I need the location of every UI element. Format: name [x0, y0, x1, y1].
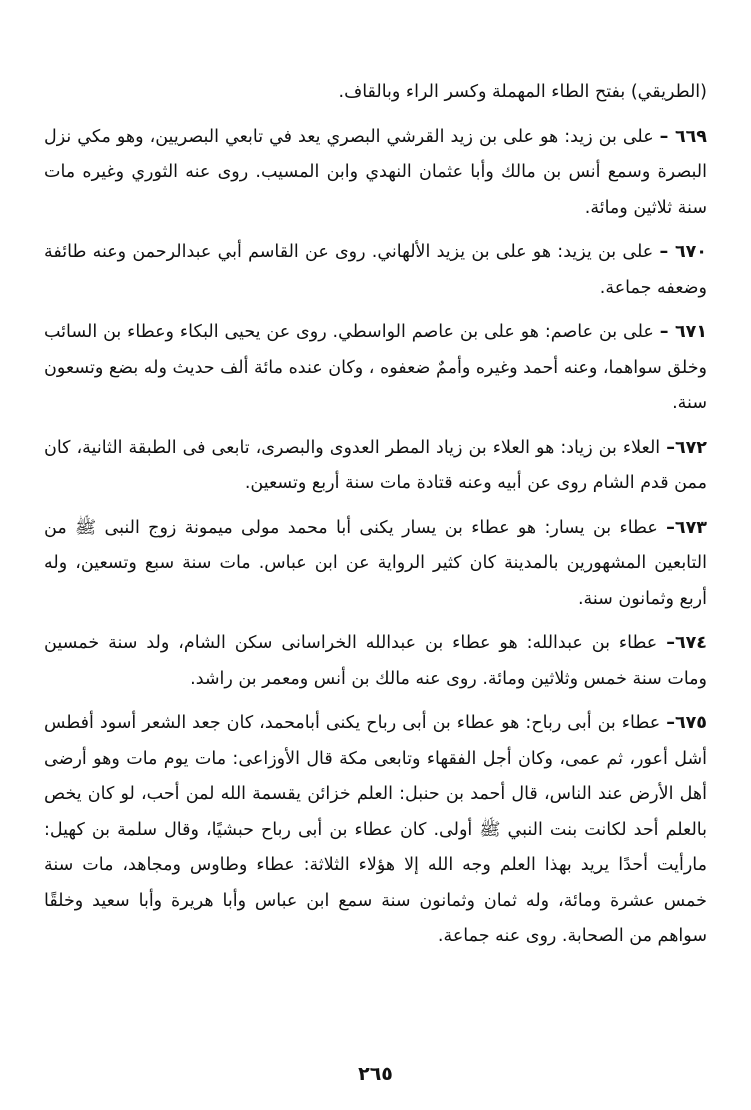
entry-number: ٦٦٩ – — [659, 126, 707, 147]
entry-name: عطاء بن أبى رباح: — [525, 713, 661, 733]
entry-name: على بن يزيد: — [557, 242, 654, 262]
entry-name: عطاء بن يسار: — [544, 517, 658, 538]
entry-number: ٦٧٣– — [666, 517, 707, 538]
entry-number: ٦٧٢– — [666, 437, 707, 458]
entry-name: عطاء بن عبدالله: — [526, 633, 658, 653]
entry-number: ٦٧٥– — [666, 713, 707, 733]
entry-body: هو على بن عاصم الواسطي. روى عن يحيى البكاء وعطاء بن السائب وخلق سواهما، وعنه أحمد وغيره وأممٌ ضعفوه ، وكان عنده مائة ألف حديث وله بضع وتسعون سنة. — [44, 322, 707, 413]
page-number: ٢٦٥ — [358, 1063, 393, 1085]
entry-673 — [44, 511, 707, 618]
entry-670 — [44, 235, 707, 306]
entry-675 — [44, 706, 707, 955]
entry-body: هو على بن يزيد الألهاني. روى عن القاسم أبي عبدالرحمن وعنه طائفة وضعفه جماعة. — [44, 242, 707, 298]
entry-669 — [44, 120, 707, 227]
entry-number: ٦٧٤– — [666, 633, 707, 653]
entry-672 — [44, 431, 707, 502]
entry-body: هو العلاء بن زياد المطر العدوى والبصرى، تابعى فى الطبقة الثانية، كان ممن قدم الشام روى عن أبيه وعنه قتادة مات سنة أربع وتسعين. — [44, 437, 707, 493]
entry-body: هو على بن زيد القرشي البصري يعد في تابعي البصريين، وهو مكي نزل البصرة وسمع أنس بن مالك وأبا عثمان النهدي وابن المسيب. روى عنه الثوري وغيره مات سنة ثلاثين ومائة. — [44, 126, 707, 218]
entry-body: هو عطاء بن أبى رباح يكنى أبامحمد، كان جعد الشعر أسود أفطس أشل أعور، ثم عمى، وكان أجل الفقهاء وتابعى مكة قال الأوزاعى: مات يوم مات وهو أرضى أهل الأرض عند الناس، قال أحمد بن حنبل: العلم خزائن يقسمة الله لمن أحب، لو كان يخص بالعلم أحد لكانت بنت النبي ﷺ أولى. كان عطاء بن أبى رباح حبشيًا، وقال سلمة بن كهيل: مارأيت أحدًا يريد بهذا العلم وجه الله إلا هؤلاء الثلاثة: عطاء وطاوس ومجاهد، مات سنة خمس عشرة ومائة، وله ثمان وثمانون سنة سمع ابن عباس وأبا هريرة وأبا سعيد وخلقًا سواهم من الصحابة. روى عنه جماعة. — [44, 713, 707, 946]
entry-name: على بن عاصم: — [544, 322, 654, 342]
entry-body: هو عطاء بن عبدالله الخراسانى سكن الشام، ولد سنة خمسين ومات سنة خمس وثلاثين ومائة. روى عنه مالك بن أنس ومعمر بن راشد. — [44, 633, 707, 689]
page-body — [44, 62, 707, 955]
entry-671 — [44, 315, 707, 422]
entry-674 — [44, 626, 707, 697]
intro-line: (الطريقي) بفتح الطاء المهملة وكسر الراء وبالقاف. — [338, 82, 707, 102]
entry-number: ٦٧٠ – — [659, 242, 707, 262]
entry-number: ٦٧١ – — [659, 322, 707, 342]
entry-name: على بن زيد: — [564, 126, 654, 147]
entry-name: العلاء بن زياد: — [560, 437, 661, 458]
entry-body: هو عطاء بن يسار يكنى أبا محمد مولى ميمونة زوج النبى ﷺ من التابعين المشهورين بالمدينة كان كثير الرواية عن ابن عباس. مات سنة سبع وتسعين، وله أربع وثمانون سنة. — [44, 517, 707, 609]
